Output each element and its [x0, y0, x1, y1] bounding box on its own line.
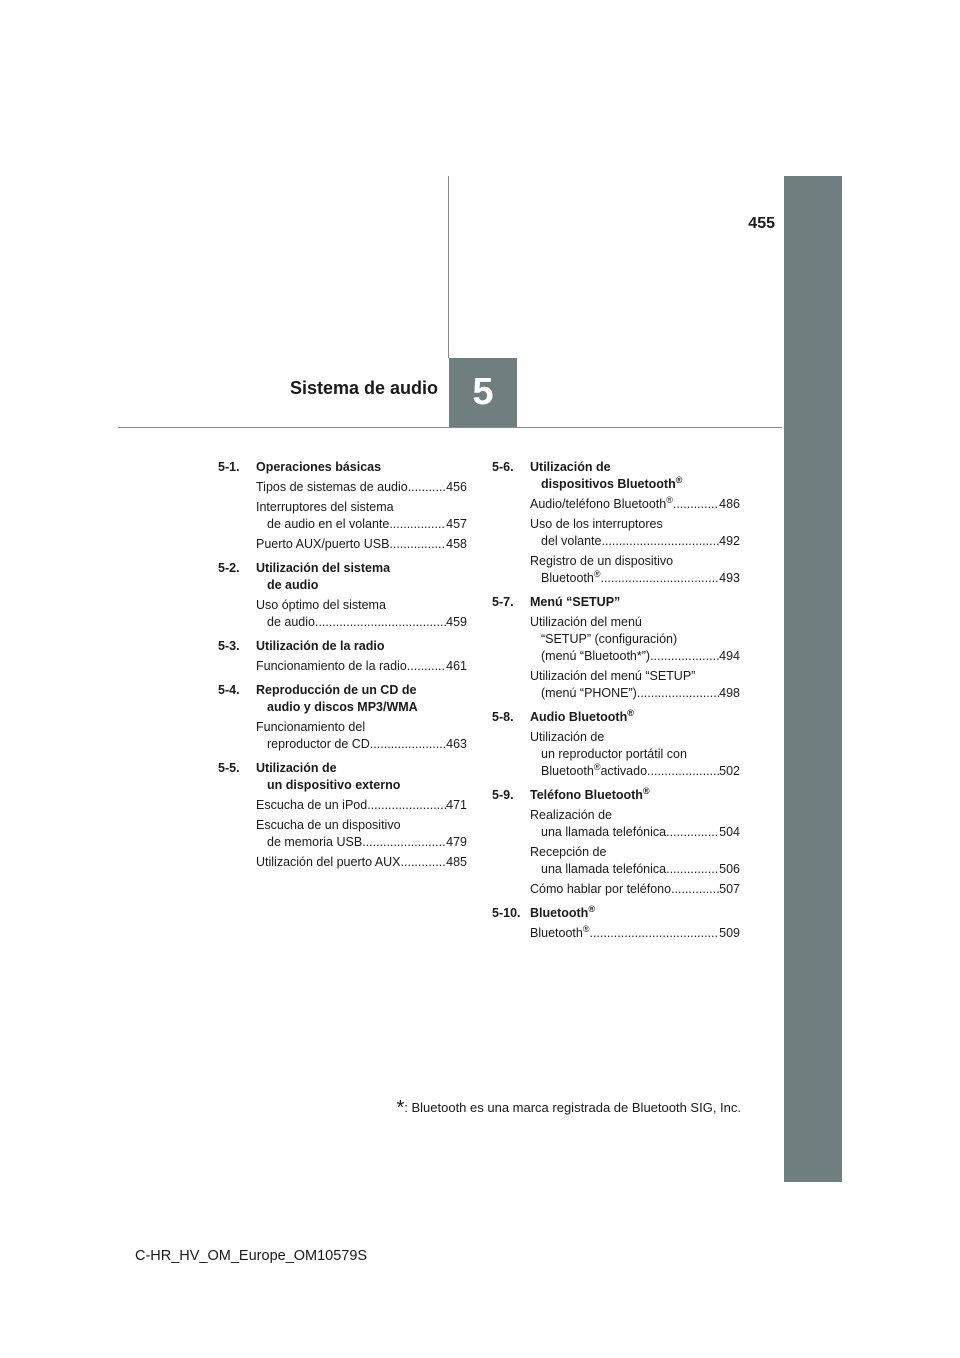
dot-leader — [647, 763, 719, 780]
entry-text: Realización de — [530, 808, 612, 822]
toc-column-left — [218, 459, 467, 878]
entry-line — [256, 854, 467, 871]
entry-text: Tipos de sistemas de audio — [256, 480, 408, 494]
entry-text: Bluetooth®activado — [541, 761, 648, 778]
toc-section — [492, 594, 740, 702]
header-horizontal-rule — [118, 427, 782, 428]
toc-section — [492, 787, 740, 898]
toc-entry[interactable] — [256, 817, 467, 851]
entry-page: 493 — [719, 571, 740, 585]
toc-entry[interactable] — [256, 854, 467, 871]
section-title-line: Utilización del sistema — [256, 561, 391, 575]
section-number: 5-9. — [492, 788, 514, 802]
section-number: 5-2. — [218, 561, 240, 575]
dot-leader — [389, 516, 446, 533]
footnote — [396, 1097, 741, 1120]
entry-line — [256, 817, 467, 834]
entry-text: “SETUP” (configuración) — [541, 632, 678, 646]
toc-entry[interactable] — [530, 807, 740, 841]
entry-text: Uso óptimo del sistema — [256, 598, 386, 612]
section-title — [530, 787, 740, 804]
toc-column-right — [492, 459, 740, 949]
section-title — [530, 459, 740, 493]
entry-line — [256, 719, 467, 736]
section-number: 5-5. — [218, 761, 240, 775]
entry-line — [530, 746, 740, 763]
entry-line — [256, 536, 467, 553]
section-title-line: Menú “SETUP” — [530, 595, 621, 609]
toc-entry[interactable] — [530, 668, 740, 702]
entry-text: (menú “PHONE”) — [541, 686, 637, 700]
section-number: 5-4. — [218, 683, 240, 697]
section-title-line: Utilización de — [530, 460, 611, 474]
dot-leader — [600, 570, 719, 587]
entry-line — [530, 763, 740, 780]
entry-line — [530, 824, 740, 841]
section-title — [256, 682, 467, 716]
section-gap — [218, 874, 467, 878]
entry-line — [530, 807, 740, 824]
entry-text: de memoria USB — [267, 835, 363, 849]
entry-text: Cómo hablar por teléfono — [530, 882, 672, 896]
document-code: C-HR_HV_OM_Europe_OM10579S — [135, 1248, 368, 1264]
chapter-number: 5 — [472, 371, 494, 413]
toc-entry[interactable] — [256, 499, 467, 533]
section-heading — [218, 560, 467, 594]
entry-text: Recepción de — [530, 845, 607, 859]
toc-entry[interactable] — [256, 658, 467, 675]
entry-line — [530, 685, 740, 702]
section-heading — [492, 459, 740, 493]
footnote-marker: * — [396, 1097, 405, 1119]
section-number: 5-6. — [492, 460, 514, 474]
entry-page: 458 — [446, 537, 467, 551]
dot-leader — [650, 648, 719, 665]
dot-leader — [315, 614, 446, 631]
toc-section — [492, 905, 740, 942]
chapter-side-tab — [784, 176, 842, 1182]
section-number: 5-8. — [492, 710, 514, 724]
section-title — [256, 560, 467, 594]
entry-page: 504 — [719, 825, 740, 839]
dot-leader — [601, 533, 719, 550]
section-heading — [218, 459, 467, 476]
toc-entry[interactable] — [530, 553, 740, 587]
toc-entry[interactable] — [530, 844, 740, 878]
entry-text: una llamada telefónica — [541, 862, 667, 876]
entry-line — [530, 668, 740, 685]
entry-page: 502 — [719, 764, 740, 778]
section-heading — [492, 709, 740, 726]
toc-section — [218, 760, 467, 871]
entry-line — [530, 631, 740, 648]
entry-text: Escucha de un iPod — [256, 798, 368, 812]
entry-line — [530, 861, 740, 878]
entry-text: Funcionamiento del — [256, 720, 366, 734]
toc-entry[interactable] — [256, 597, 467, 631]
entry-text: Puerto AUX/puerto USB — [256, 537, 390, 551]
entry-line — [256, 834, 467, 851]
entry-text: Utilización del menú “SETUP” — [530, 669, 696, 683]
section-title-line: Audio Bluetooth® — [530, 707, 634, 724]
entry-line — [530, 881, 740, 898]
entry-page: 485 — [446, 855, 467, 869]
entry-page: 507 — [719, 882, 740, 896]
entry-page: 509 — [719, 926, 740, 940]
section-heading — [218, 760, 467, 794]
toc-entry[interactable] — [530, 496, 740, 513]
dot-leader — [408, 479, 446, 496]
entry-line — [256, 736, 467, 753]
entry-line — [256, 479, 467, 496]
entry-text: Utilización de — [530, 730, 605, 744]
entry-line — [530, 570, 740, 587]
entry-line — [256, 797, 467, 814]
entry-line — [530, 729, 740, 746]
page-number: 455 — [748, 215, 775, 232]
entry-text: de audio en el volante — [267, 517, 390, 531]
section-title-line: dispositivos Bluetooth® — [541, 474, 683, 491]
entry-text: Bluetooth® — [530, 923, 590, 940]
section-title-line: de audio — [267, 578, 319, 592]
entry-page: 456 — [446, 480, 467, 494]
section-heading — [218, 682, 467, 716]
dot-leader — [666, 824, 719, 841]
entry-page: 506 — [719, 862, 740, 876]
dot-leader — [389, 536, 446, 553]
section-title — [530, 709, 740, 726]
section-number: 5-7. — [492, 595, 514, 609]
toc-entry[interactable] — [530, 614, 740, 665]
entry-line — [530, 516, 740, 533]
dot-leader — [666, 861, 719, 878]
entry-text: Registro de un dispositivo — [530, 554, 674, 568]
dot-leader — [401, 854, 447, 871]
entry-page: 498 — [719, 686, 740, 700]
toc-entry[interactable] — [256, 719, 467, 753]
section-title-line: Operaciones básicas — [256, 460, 382, 474]
section-title-line: Utilización de la radio — [256, 639, 385, 653]
entry-text: Interruptores del sistema — [256, 500, 394, 514]
entry-line — [256, 516, 467, 533]
chapter-title: Sistema de audio — [289, 378, 438, 398]
toc-section — [492, 709, 740, 780]
entry-line — [530, 496, 740, 513]
entry-text: un reproductor portátil con — [541, 747, 687, 761]
entry-page: 457 — [446, 517, 467, 531]
entry-text: Audio/teléfono Bluetooth® — [530, 494, 673, 511]
toc-entry[interactable] — [256, 479, 467, 496]
entry-line — [256, 597, 467, 614]
entry-text: Bluetooth® — [541, 568, 601, 585]
dot-leader — [637, 685, 719, 702]
entry-line — [256, 614, 467, 631]
toc-entry[interactable] — [256, 797, 467, 814]
section-title — [256, 638, 467, 655]
dot-leader — [673, 496, 719, 513]
section-gap — [492, 945, 740, 949]
section-heading — [492, 787, 740, 804]
section-number: 5-10. — [492, 906, 521, 920]
entry-text: (menú “Bluetooth*”) — [541, 649, 651, 663]
section-title-line: audio y discos MP3/WMA — [267, 700, 418, 714]
dot-leader — [589, 925, 719, 942]
toc-entry[interactable] — [530, 881, 740, 898]
entry-page: 463 — [446, 737, 467, 751]
entry-page: 494 — [719, 649, 740, 663]
entry-text: de audio — [267, 615, 315, 629]
toc-entry[interactable] — [530, 729, 740, 780]
section-title — [530, 905, 740, 922]
entry-line — [256, 499, 467, 516]
dot-leader — [407, 658, 446, 675]
toc-entry[interactable] — [530, 516, 740, 550]
toc-section — [218, 638, 467, 675]
entry-line — [530, 925, 740, 942]
entry-page: 459 — [446, 615, 467, 629]
dot-leader — [367, 797, 446, 814]
dot-leader — [671, 881, 719, 898]
entry-line — [530, 844, 740, 861]
section-title-line: un dispositivo externo — [267, 778, 401, 792]
entry-line — [530, 553, 740, 570]
section-heading — [492, 905, 740, 922]
toc-section — [492, 459, 740, 587]
entry-text: una llamada telefónica — [541, 825, 667, 839]
toc-section — [218, 459, 467, 553]
entry-line — [256, 658, 467, 675]
entry-page: 479 — [446, 835, 467, 849]
entry-text: Utilización del menú — [530, 615, 642, 629]
toc-entry[interactable] — [256, 536, 467, 553]
entry-line — [530, 648, 740, 665]
entry-text: Escucha de un dispositivo — [256, 818, 401, 832]
entry-page: 486 — [719, 497, 740, 511]
dot-leader — [362, 834, 446, 851]
section-title-line: Reproducción de un CD de — [256, 683, 417, 697]
entry-page: 461 — [446, 659, 467, 673]
section-heading — [492, 594, 740, 611]
entry-text: del volante — [541, 534, 602, 548]
toc-section — [218, 682, 467, 753]
toc-entry[interactable] — [530, 925, 740, 942]
entry-line — [530, 614, 740, 631]
entry-text: Utilización del puerto AUX — [256, 855, 401, 869]
section-title — [530, 594, 740, 611]
section-title-line: Utilización de — [256, 761, 337, 775]
toc-section — [218, 560, 467, 631]
chapter-number-box — [449, 358, 517, 427]
section-title — [256, 760, 467, 794]
footnote-text: : Bluetooth es una marca registrada de Bluetooth SIG, Inc. — [404, 1100, 741, 1115]
dot-leader — [370, 736, 446, 753]
entry-text: Uso de los interruptores — [530, 517, 663, 531]
entry-page: 471 — [446, 798, 467, 812]
section-title — [256, 459, 467, 476]
entry-page: 492 — [719, 534, 740, 548]
section-heading — [218, 638, 467, 655]
header-vertical-rule — [448, 176, 449, 358]
entry-text: Funcionamiento de la radio — [256, 659, 407, 673]
section-number: 5-3. — [218, 639, 240, 653]
entry-line — [530, 533, 740, 550]
section-number: 5-1. — [218, 460, 240, 474]
section-title-line: Bluetooth® — [530, 903, 595, 920]
section-title-line: Teléfono Bluetooth® — [530, 785, 650, 802]
entry-text: reproductor de CD — [267, 737, 370, 751]
